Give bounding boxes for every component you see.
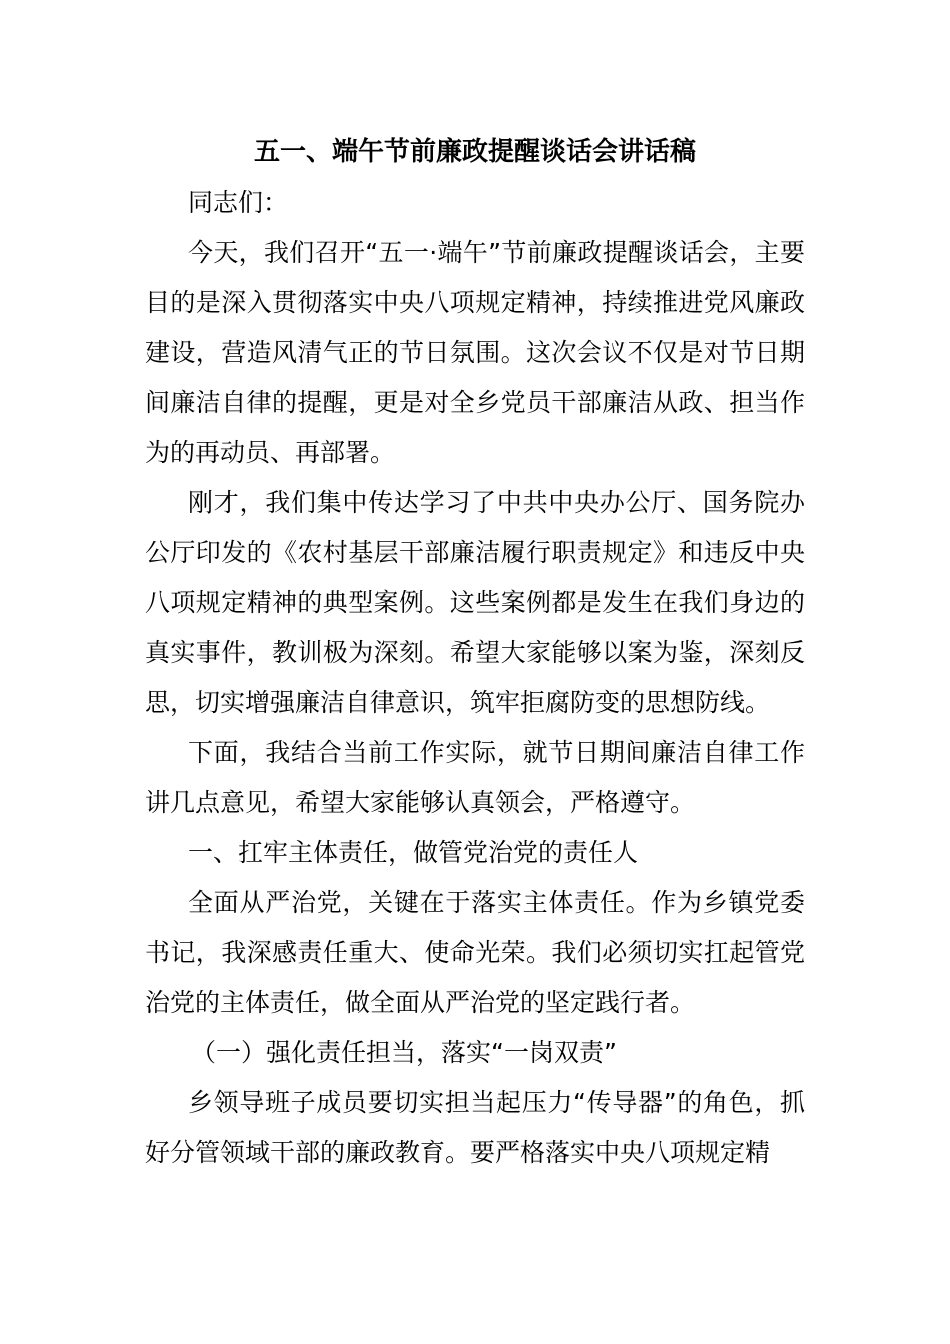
- section-1-paragraph: 全面从严治党，关键在于落实主体责任。作为乡镇党委书记，我深感责任重大、使命光荣。我们必须切实扛起管党治党的主体责任，做全面从严治党的坚定践行者。: [145, 888, 805, 1017]
- document-title: 五一、端午节前廉政提醒谈话会讲话稿: [253, 137, 696, 167]
- salutation: 同志们：: [188, 188, 289, 217]
- subsection-heading-1: （一）强化责任担当，落实“一岗双责”: [191, 1038, 617, 1067]
- subsection-1-paragraph: 乡领导班子成员要切实担当起压力“传导器”的角色，抓好分管领域干部的廉政教育。要严格落实中央八项规定精: [145, 1088, 805, 1167]
- section-heading-1: 一、扛牢主体责任，做管党治党的责任人: [188, 838, 639, 867]
- document-body: [145, 178, 805, 1178]
- paragraph-opening: 今天，我们召开“五一·端午”节前廉政提醒谈话会，主要目的是深入贯彻落实中央八项规定精神，持续推进党风廉政建设，营造风清气正的节日氛围。这次会议不仅是对节日期间廉洁自律的提醒，更是对全乡党员干部廉洁从政、担当作为的再动员、再部署。: [145, 238, 805, 467]
- paragraph-study: 刚才，我们集中传达学习了中共中央办公厅、国务院办公厅印发的《农村基层干部廉洁履行职责规定》和违反中央八项规定精神的典型案例。这些案例都是发生在我们身边的真实事件，教训极为深刻。希望大家能够以案为鉴，深刻反思，切实增强廉洁自律意识，筑牢拒腐防变的思想防线。: [145, 488, 805, 717]
- paragraph-intro-points: 下面，我结合当前工作实际，就节日期间廉洁自律工作讲几点意见，希望大家能够认真领会，严格遵守。: [145, 738, 805, 817]
